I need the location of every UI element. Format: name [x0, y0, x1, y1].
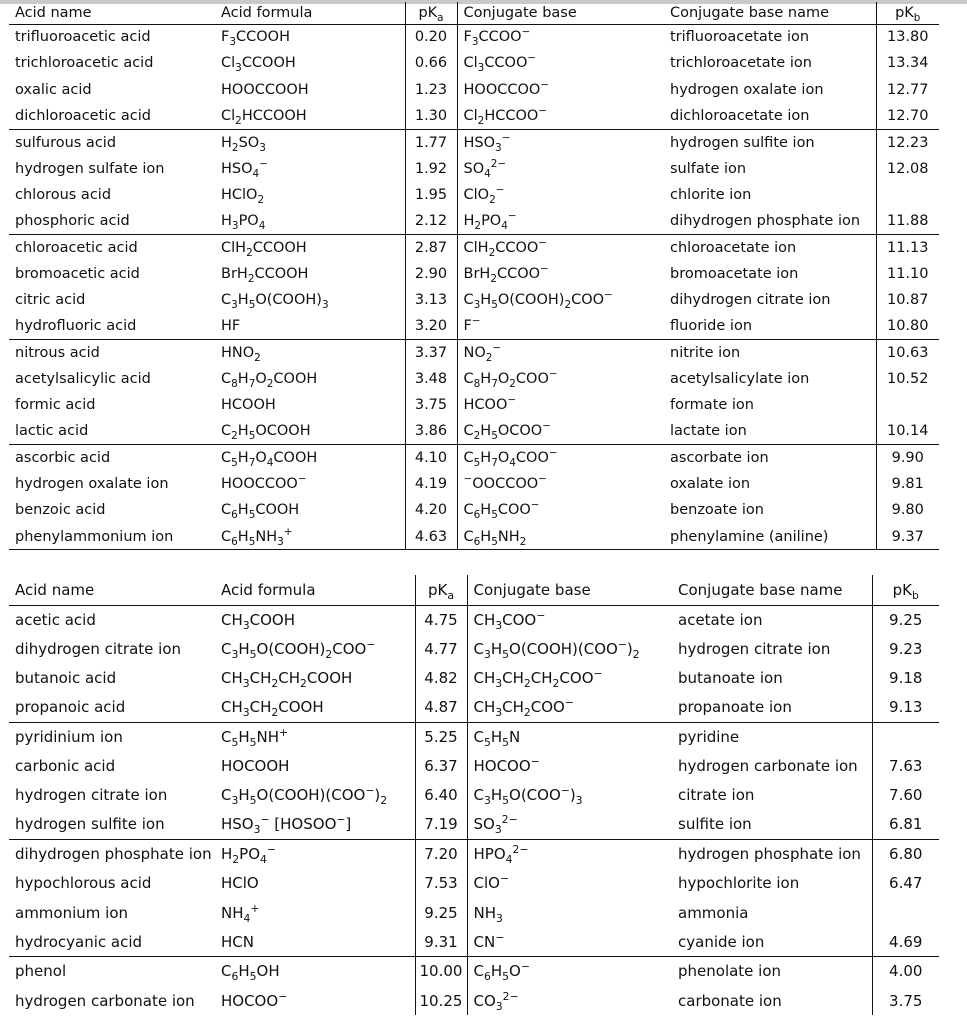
acid-name-cell: pyridinium ion [15, 728, 123, 747]
conjugate-base-name-cell: ammonia [678, 903, 749, 922]
header-conjugate-base-name: Conjugate base name [670, 4, 830, 21]
conjugate-base-name-cell: sulfate ion [670, 160, 747, 177]
acid-formula-cell: $Cl_2HCCOOH$ [221, 107, 307, 127]
table-row [9, 340, 939, 366]
pkb-cell [872, 722, 939, 751]
pkb-cell [872, 898, 939, 927]
acid-name-cell: acetic acid [15, 610, 96, 629]
conjugate-base-cell: HOCOO− [473, 755, 540, 776]
header-pkb: $pK_b$ [876, 2, 939, 24]
pkb-cell: 13.80 [876, 24, 939, 50]
conjugate-base-cell: $C_6H_5O^-$ [473, 960, 530, 984]
conjugate-base-cell: BrH$_2$CCOO− [463, 262, 549, 285]
pka-cell: 9.31 [415, 927, 467, 956]
acid-formula-cell: HCOOH [221, 397, 276, 414]
header-row [9, 2, 939, 24]
acid-formula-cell: HOCOO− [221, 989, 288, 1010]
pka-cell: 7.19 [415, 810, 467, 839]
acid-name-cell: citric acid [15, 292, 86, 309]
acid-formula-cell: HOOCCOOH [221, 81, 309, 98]
header-row [9, 575, 939, 605]
conjugate-base-cell: F− [463, 315, 481, 335]
table-row [9, 392, 939, 418]
table-row [9, 898, 939, 927]
table-row [9, 234, 939, 260]
conjugate-base-name-cell: butanoate ion [678, 669, 783, 688]
pka-cell: 7.53 [415, 869, 467, 898]
acid-formula-cell: $HSO_4^-$ [221, 157, 268, 180]
acid-name-cell: trichloroacetic acid [15, 55, 154, 72]
conjugate-base-name-cell: pyridine [678, 728, 740, 747]
pkb-cell [876, 392, 939, 418]
acid-formula-cell: $H_2SO_3$ [221, 134, 266, 154]
pka-cell: 6.37 [415, 751, 467, 780]
header-pka: $pK_a$ [415, 575, 467, 605]
table-row [9, 634, 939, 663]
pka-cell: 10.25 [415, 986, 467, 1015]
pka-cell: 1.77 [405, 129, 457, 155]
conjugate-base-cell: ClO$_2$− [463, 184, 505, 206]
conjugate-base-name-cell: formate ion [670, 397, 754, 414]
conjugate-base-cell: $CO_3^{2-}$ [473, 989, 519, 1013]
conjugate-base-name-cell: hydrogen sulfite ion [670, 134, 815, 151]
acid-name-cell: acetylsalicylic acid [15, 371, 151, 387]
conjugate-base-name-cell: hydrogen carbonate ion [678, 757, 858, 776]
acid-formula-cell: $C_5H_7O_4COOH$ [221, 450, 318, 470]
header-pka: $pK_a$ [405, 2, 457, 24]
conjugate-base-name-cell: hydrogen oxalate ion [670, 81, 824, 98]
header-acid-name: Acid name [15, 580, 95, 599]
conjugate-base-name-cell: hydrogen citrate ion [678, 639, 831, 658]
acid-formula-cell: $C_3H_5O(COOH)_3$ [221, 292, 329, 311]
table-row [9, 524, 939, 550]
acid-formula-cell: $C_8H_7O_2COOH$ [221, 371, 318, 390]
table-row [9, 418, 939, 444]
table-row [9, 208, 939, 234]
acid-formula-cell: $Cl_3CCOOH$ [221, 55, 296, 75]
conjugate-base-cell: $NH_3$ [473, 903, 503, 925]
pkb-cell: 10.80 [876, 313, 939, 339]
conjugate-base-cell: $C_6H_5NH_2$ [463, 528, 527, 548]
pka-cell: 4.77 [415, 634, 467, 663]
acid-table-1 [9, 2, 939, 550]
acid-name-cell: ammonium ion [15, 903, 129, 922]
acid-formula-cell: $CH_3COOH$ [221, 610, 296, 632]
conjugate-base-name-cell: hydrogen phosphate ion [678, 845, 861, 864]
conjugate-base-name-cell: fluoride ion [670, 318, 753, 335]
pka-cell: 2.87 [405, 234, 457, 260]
conjugate-base-cell: $CH_3CH_2COO^-$ [473, 696, 574, 720]
pka-cell: 3.75 [405, 392, 457, 418]
conjugate-base-cell: $C_5H_7O_4COO^-$ [463, 447, 558, 470]
pka-cell: 9.25 [415, 898, 467, 927]
table-row [9, 313, 939, 339]
acid-formula-cell: $C_6H_5NH_3^+$ [221, 525, 293, 548]
table-row [9, 781, 939, 810]
pka-cell: 1.30 [405, 103, 457, 129]
pka-cell: 4.75 [415, 605, 467, 634]
pka-cell: 3.13 [405, 287, 457, 313]
conjugate-base-cell: ClO− [473, 872, 509, 893]
acid-table-2 [9, 575, 939, 1015]
pkb-cell: 9.18 [872, 664, 939, 693]
table-row [9, 287, 939, 313]
pkb-cell: 9.90 [876, 445, 939, 471]
acid-name-cell: lactic acid [15, 423, 89, 440]
acid-name-cell: hydrocyanic acid [15, 932, 143, 951]
header-conjugate-base-name: Conjugate base name [678, 580, 843, 599]
table-row [9, 445, 939, 471]
pka-cell: 4.19 [405, 471, 457, 497]
conjugate-base-cell: $CH_3CH_2CH_2COO^-$ [473, 667, 603, 691]
header-acid-formula: Acid formula [221, 4, 313, 21]
conjugate-base-cell: CN− [473, 930, 505, 951]
acid-formula-cell: HF [221, 318, 241, 335]
table-row [9, 103, 939, 129]
acid-name-cell: ascorbic acid [15, 450, 111, 467]
conjugate-base-name-cell: dihydrogen citrate ion [670, 292, 831, 309]
table-row [9, 50, 939, 76]
conjugate-base-cell: $C_3H_5O(COO^-)_3$ [473, 784, 583, 808]
conjugate-base-name-cell: benzoate ion [670, 502, 764, 519]
pkb-cell: 6.80 [872, 839, 939, 868]
conjugate-base-name-cell: citrate ion [678, 786, 755, 805]
table-row [9, 24, 939, 50]
conjugate-base-cell: $C_2H_5OCOO^-$ [463, 420, 551, 443]
pkb-cell: 13.34 [876, 50, 939, 76]
conjugate-base-name-cell: cyanide ion [678, 932, 765, 951]
acid-formula-cell: $C_6H_5OH$ [221, 962, 280, 984]
pkb-cell: 12.08 [876, 155, 939, 181]
table-row [9, 261, 939, 287]
pkb-cell [876, 182, 939, 208]
acid-formula-cell: $HSO_3^-$ [HOSOO−] [221, 813, 352, 837]
conjugate-base-cell: $H_2PO_4^-$ [463, 210, 517, 232]
acid-name-cell: oxalic acid [15, 81, 92, 98]
acid-name-cell: formic acid [15, 397, 96, 414]
conjugate-base-cell: $Cl_3CCOO^-$ [463, 52, 537, 75]
table-row [9, 722, 939, 751]
acid-name-cell: chlorous acid [15, 186, 112, 203]
conjugate-base-name-cell: ascorbate ion [670, 450, 769, 467]
header-acid-formula: Acid formula [221, 580, 316, 599]
pka-cell: 2.90 [405, 261, 457, 287]
pka-cell: 7.20 [415, 839, 467, 868]
pka-cell: 4.10 [405, 445, 457, 471]
acid-formula-cell: $C_5H_5NH^+$ [221, 726, 289, 750]
acid-name-cell: phenylammonium ion [15, 528, 174, 545]
conjugate-base-cell: ClH$_2$CCOO− [463, 236, 548, 259]
conjugate-base-name-cell: bromoacetate ion [670, 265, 799, 282]
acid-name-cell: dihydrogen phosphate ion [15, 845, 212, 864]
header-conjugate-base: Conjugate base [473, 580, 591, 599]
conjugate-base-cell: $HSO_3^-$ [463, 131, 511, 154]
conjugate-base-cell: HCOO− [463, 394, 517, 414]
acid-formula-cell: HCN [221, 932, 254, 951]
pkb-cell: 9.23 [872, 634, 939, 663]
pkb-cell: 3.75 [872, 986, 939, 1015]
acid-name-cell: hydrofluoric acid [15, 318, 137, 335]
acid-formula-cell: HClO [221, 874, 259, 893]
pkb-cell: 9.80 [876, 497, 939, 523]
acid-formula-cell: $H_3PO_4$ [221, 212, 266, 232]
conjugate-base-name-cell: dichloroacetate ion [670, 107, 810, 124]
acid-name-cell: chloroacetic acid [15, 239, 138, 256]
acid-formula-cell: HClO$_2$ [221, 186, 265, 206]
table-row [9, 497, 939, 523]
table-row [9, 810, 939, 839]
table-row [9, 839, 939, 868]
acid-name-cell: benzoic acid [15, 502, 106, 519]
acid-formula-cell: $C_3H_5O(COOH)(COO^-)_2$ [221, 784, 388, 808]
conjugate-base-name-cell: chloroacetate ion [670, 239, 797, 256]
acid-name-cell: hydrogen oxalate ion [15, 476, 169, 493]
conjugate-base-name-cell: acetylsalicylate ion [670, 371, 810, 387]
table-row [9, 155, 939, 181]
pka-cell: 0.66 [405, 50, 457, 76]
acid-formula-cell: $CH_3CH_2COOH$ [221, 698, 324, 720]
table-row [9, 605, 939, 634]
acid-formula-cell: BrH$_2$CCOOH [221, 265, 309, 285]
conjugate-base-name-cell: trifluoroacetate ion [670, 29, 810, 46]
acid-name-cell: nitrous acid [15, 344, 100, 361]
conjugate-base-name-cell: trichloroacetate ion [670, 55, 812, 72]
conjugate-base-name-cell: lactate ion [670, 423, 747, 440]
acid-name-cell: hydrogen sulfite ion [15, 815, 165, 834]
conjugate-base-cell: $HPO_4^{2-}$ [473, 843, 529, 867]
pkb-cell: 12.70 [876, 103, 939, 129]
header-conjugate-base: Conjugate base [463, 4, 577, 21]
conjugate-base-name-cell: propanoate ion [678, 698, 792, 717]
acid-name-cell: hypochlorous acid [15, 874, 152, 893]
acid-name-cell: phosphoric acid [15, 212, 130, 229]
table-row [9, 957, 939, 986]
pka-cell: 3.86 [405, 418, 457, 444]
conjugate-base-name-cell: phenolate ion [678, 962, 782, 981]
conjugate-base-name-cell: hypochlorite ion [678, 874, 800, 893]
acid-name-cell: bromoacetic acid [15, 265, 140, 282]
conjugate-base-cell: $C_3H_5O(COOH)(COO^-)_2$ [473, 637, 640, 661]
acid-formula-cell: ClH$_2$CCOOH [221, 239, 307, 259]
header-acid-name: Acid name [15, 4, 92, 21]
acid-name-cell: propanoic acid [15, 698, 126, 717]
pkb-cell: 11.10 [876, 261, 939, 287]
conjugate-base-name-cell: phenylamine (aniline) [670, 528, 829, 545]
table-row [9, 182, 939, 208]
pkb-cell: 6.81 [872, 810, 939, 839]
table-row [9, 129, 939, 155]
acid-name-cell: hydrogen citrate ion [15, 786, 168, 805]
conjugate-base-name-cell: nitrite ion [670, 344, 741, 361]
pkb-cell: 11.88 [876, 208, 939, 234]
pka-cell: 3.48 [405, 366, 457, 392]
pkb-cell: 12.77 [876, 77, 939, 103]
conjugate-base-cell: HOOCCOO− [463, 78, 550, 98]
conjugate-base-name-cell: chlorite ion [670, 186, 752, 203]
acid-name-cell: butanoic acid [15, 669, 117, 688]
pka-cell: 10.00 [415, 957, 467, 986]
conjugate-base-cell: $F_3CCOO^-$ [463, 26, 531, 49]
table-row [9, 869, 939, 898]
acid-name-cell: dichloroacetic acid [15, 107, 151, 124]
acid-name-cell: dihydrogen citrate ion [15, 639, 182, 658]
conjugate-base-name-cell: oxalate ion [670, 476, 751, 493]
acid-formula-cell: $HNO_2$ [221, 344, 261, 364]
pkb-cell: 11.13 [876, 234, 939, 260]
conjugate-base-cell: $NO_2^-$ [463, 342, 502, 364]
conjugate-base-cell: $SO_4^{2-}$ [463, 157, 507, 180]
pka-cell: 6.40 [415, 781, 467, 810]
pka-cell: 0.20 [405, 24, 457, 50]
pkb-cell: 10.14 [876, 418, 939, 444]
acid-formula-cell: $C_6H_5COOH$ [221, 502, 300, 522]
conjugate-base-name-cell: acetate ion [678, 610, 763, 629]
conjugate-base-cell: $C_3H_5O(COOH)_2COO^-$ [463, 289, 613, 311]
pkb-cell: 9.81 [876, 471, 939, 497]
pka-cell: 4.87 [415, 693, 467, 722]
pkb-cell: 12.23 [876, 129, 939, 155]
pka-cell: 4.63 [405, 524, 457, 550]
conjugate-base-name-cell: carbonate ion [678, 991, 782, 1010]
conjugate-base-name-cell: sulfite ion [678, 815, 752, 834]
acid-name-cell: hydrogen carbonate ion [15, 991, 195, 1010]
pka-cell: 4.20 [405, 497, 457, 523]
table-row [9, 751, 939, 780]
conjugate-base-cell: $Cl_2HCCOO^-$ [463, 104, 548, 127]
acid-formula-cell: HOOCCOO− [221, 473, 307, 493]
acid-formula-cell: HOCOOH [221, 757, 290, 776]
acid-name-cell: trifluoroacetic acid [15, 29, 151, 46]
table-row [9, 366, 939, 392]
table-row [9, 927, 939, 956]
pka-cell: 5.25 [415, 722, 467, 751]
pkb-cell: 4.69 [872, 927, 939, 956]
conjugate-base-cell: $C_8H_7O_2COO^-$ [463, 368, 558, 390]
table-row [9, 986, 939, 1015]
acid-name-cell: hydrogen sulfate ion [15, 160, 165, 177]
conjugate-base-cell: $SO_3^{2-}$ [473, 813, 518, 837]
pka-cell: 1.23 [405, 77, 457, 103]
conjugate-base-cell: $C_6H_5COO^-$ [463, 499, 540, 522]
table-row [9, 77, 939, 103]
acid-formula-cell: $C_3H_5O(COOH)_2COO^-$ [221, 637, 376, 661]
table-row [9, 471, 939, 497]
acid-name-cell: sulfurous acid [15, 134, 117, 151]
conjugate-base-cell: $CH_3COO^-$ [473, 608, 546, 632]
conjugate-base-name-cell: dihydrogen phosphate ion [670, 212, 861, 229]
pkb-cell: 9.37 [876, 524, 939, 550]
table-row [9, 693, 939, 722]
pka-cell: 4.82 [415, 664, 467, 693]
pkb-cell: 6.47 [872, 869, 939, 898]
acid-formula-cell: $F_3CCOOH$ [221, 29, 290, 49]
pkb-cell: 9.13 [872, 693, 939, 722]
acid-formula-cell: $CH_3CH_2CH_2COOH$ [221, 669, 353, 691]
pka-cell: 2.12 [405, 208, 457, 234]
pka-cell: 1.92 [405, 155, 457, 181]
conjugate-base-cell: −OOCCOO− [463, 473, 547, 493]
pka-cell: 1.95 [405, 182, 457, 208]
table-row [9, 664, 939, 693]
pkb-cell: 7.63 [872, 751, 939, 780]
pka-cell: 3.37 [405, 340, 457, 366]
pka-cell: 3.20 [405, 313, 457, 339]
acid-formula-cell: $NH_4^+$ [221, 901, 260, 925]
pkb-cell: 10.63 [876, 340, 939, 366]
pkb-cell: 10.87 [876, 287, 939, 313]
acid-formula-cell: $C_2H_5OCOOH$ [221, 423, 311, 443]
pkb-cell: 9.25 [872, 605, 939, 634]
acid-name-cell: phenol [15, 962, 67, 981]
pkb-cell: 4.00 [872, 957, 939, 986]
conjugate-base-cell: $C_5H_5N$ [473, 728, 521, 750]
acid-formula-cell: $H_2PO_4^-$ [221, 843, 276, 867]
header-pkb: $pK_b$ [872, 575, 939, 605]
acid-name-cell: carbonic acid [15, 757, 116, 776]
pkb-cell: 7.60 [872, 781, 939, 810]
pkb-cell: 10.52 [876, 366, 939, 392]
